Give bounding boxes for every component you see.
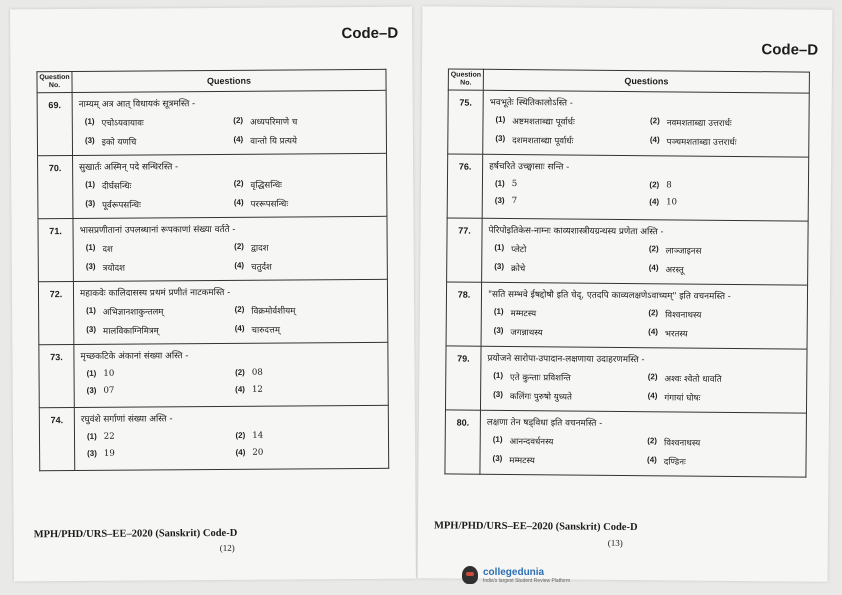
option-text: कलिंगः पुरुषो युध्यते — [509, 391, 572, 403]
option-number: (4) — [647, 391, 658, 401]
option-number: (1) — [86, 368, 97, 378]
answer-option — [495, 196, 650, 207]
question-cell — [480, 410, 807, 477]
question-text: रघुवंशे सर्गाणां संख्या अस्ति - — [80, 414, 173, 425]
option-number: (3) — [87, 448, 97, 458]
option-text: पररूपसन्धिः — [250, 199, 289, 210]
question-number: 72. — [38, 281, 73, 344]
option-text: अध्यपरिमाणे च — [250, 117, 298, 128]
answer-option — [85, 179, 234, 192]
option-number: (4) — [649, 135, 660, 145]
question-number: 76. — [447, 154, 483, 218]
answer-option — [647, 455, 802, 468]
answer-options — [489, 115, 804, 149]
answer-option — [86, 261, 235, 274]
option-text: एचोऽयवायावः — [101, 118, 144, 129]
paper-code: Code–D — [341, 24, 399, 43]
answer-option — [235, 323, 384, 336]
question-cell — [482, 154, 809, 221]
question-cell — [73, 216, 387, 281]
option-text: इको यणचि — [101, 137, 137, 148]
answer-option — [86, 324, 235, 337]
answer-option — [492, 454, 647, 467]
answer-options — [80, 304, 383, 337]
question-row — [445, 346, 807, 413]
answer-option — [87, 368, 236, 379]
question-no-header: Question No. — [37, 71, 72, 92]
answer-option — [648, 327, 803, 340]
option-number: (2) — [234, 241, 244, 251]
option-number: (2) — [233, 178, 244, 188]
question-text: हर्षचरिते उच्छ्वासाः सन्ति - — [489, 161, 570, 173]
option-text: दशमशताब्द्या पूर्वार्धः — [512, 136, 574, 147]
question-number: 74. — [39, 407, 74, 470]
option-number: (1) — [493, 306, 504, 316]
question-text: भासप्रणीतानां उपलब्धानां रूपकाणां संख्या वर्तते - — [79, 224, 236, 236]
page-footer: MPH/PHD/URS–EE–2020 (Sanskrit) Code-D — [433, 520, 638, 534]
question-text: नाम्यम् अत्र आत् विधायकं सूत्रमस्ति - — [78, 99, 196, 110]
question-row — [445, 410, 807, 477]
question-row — [447, 154, 809, 221]
answer-option — [649, 197, 804, 208]
option-text: 20 — [252, 447, 264, 458]
option-text: 7 — [511, 196, 518, 207]
option-text: पूर्वरूपसन्धिः — [102, 200, 141, 211]
option-text: विश्वनाथस्य — [663, 438, 701, 449]
answer-option — [495, 115, 650, 128]
question-cell — [74, 342, 388, 407]
option-text: अश्वः श्वेतो धावति — [664, 374, 722, 385]
answer-option — [494, 262, 649, 275]
answer-option — [235, 384, 384, 395]
answer-option — [85, 198, 234, 211]
option-text: एते कुन्ताः प्रविशन्ति — [510, 373, 571, 384]
question-cell — [482, 218, 809, 285]
option-text: चारुदत्तम् — [251, 325, 281, 336]
answer-options — [81, 430, 384, 459]
question-row — [39, 342, 388, 407]
option-text: वान्तो यि प्रत्यये — [250, 136, 298, 147]
question-row — [38, 279, 387, 344]
option-number: (2) — [648, 244, 659, 254]
question-number: 78. — [446, 282, 482, 346]
option-text: क्रोचे — [510, 264, 526, 275]
option-text: पञ्चमशताब्द्या उत्तरार्धः — [666, 137, 737, 148]
answer-option — [86, 242, 235, 255]
question-text: महाकवेः कालिदासस्य प्रथमं प्रणीतं नाटकमस्ति - — [79, 287, 231, 299]
option-number: (4) — [647, 455, 657, 465]
answer-option — [234, 241, 383, 254]
question-text: "सति सम्भवे ईषद्दोषौ इति चेद्, एतदपि काव्यलक्षणेऽवाच्यम्" इति वचनमस्ति - — [487, 289, 731, 302]
option-text: भरतस्य — [664, 329, 688, 340]
answer-option — [235, 304, 384, 317]
answer-option — [647, 436, 802, 449]
option-text: गंगायां घोषः — [664, 393, 701, 404]
question-number: 71. — [38, 218, 73, 281]
option-number: (4) — [234, 260, 245, 270]
question-number: 79. — [445, 346, 481, 410]
question-cell — [72, 90, 386, 155]
answer-option — [87, 448, 236, 459]
option-text: दश — [102, 244, 113, 255]
answer-option — [234, 178, 383, 191]
option-number: (1) — [86, 305, 96, 315]
answer-options — [80, 241, 383, 274]
answer-options — [79, 178, 382, 211]
questions-header: Questions — [483, 69, 809, 93]
answer-options — [487, 371, 802, 405]
page-number: (13) — [607, 537, 623, 548]
option-text: चतुर्दश — [251, 262, 272, 273]
answer-option — [86, 305, 235, 318]
option-number: (1) — [495, 114, 506, 124]
option-text: मम्मटस्य — [509, 455, 535, 467]
option-text: मम्मटस्य — [510, 309, 537, 320]
option-text: आनन्दवर्धनस्य — [509, 436, 554, 448]
answer-option — [493, 435, 648, 448]
option-text: 08 — [251, 367, 263, 378]
answer-option — [649, 180, 804, 191]
answer-option — [493, 371, 648, 384]
option-number: (2) — [235, 430, 246, 440]
answer-option — [494, 243, 649, 256]
option-text: 12 — [251, 384, 263, 395]
option-number: (3) — [493, 389, 503, 399]
question-text: सुखार्तः अस्मिन् पदे सन्धिरस्ति - — [79, 162, 179, 173]
exam-page-right — [418, 6, 833, 582]
answer-option — [235, 430, 384, 441]
option-number: (4) — [649, 197, 660, 207]
answer-option — [648, 372, 803, 385]
option-number: (1) — [494, 242, 505, 252]
question-cell — [74, 405, 388, 470]
option-text: 8 — [666, 180, 672, 191]
question-text: मृच्छकटिके अंकानां संख्या अस्ति - — [80, 351, 189, 362]
answer-option — [236, 447, 385, 458]
question-number: 69. — [37, 92, 72, 155]
answer-option — [85, 116, 234, 129]
option-number: (3) — [494, 195, 505, 205]
option-text: अष्टमशताब्द्या पूर्वार्धः — [512, 117, 575, 128]
option-text: विक्रमोर्वशीयम् — [251, 306, 296, 317]
option-text: विश्वनाथस्य — [665, 310, 702, 321]
option-number: (2) — [649, 180, 660, 190]
option-number: (3) — [85, 198, 96, 208]
question-number: 73. — [39, 344, 74, 407]
option-number: (1) — [84, 116, 95, 126]
option-number: (1) — [492, 434, 503, 444]
option-text: 22 — [103, 431, 115, 442]
answer-option — [494, 307, 649, 320]
option-number: (2) — [234, 304, 245, 314]
question-row — [38, 153, 387, 218]
question-cell — [483, 90, 810, 157]
brand-mascot-icon — [462, 566, 478, 584]
brand-name: collegedunia — [483, 566, 545, 578]
exam-page-left — [10, 7, 416, 582]
answer-option — [648, 391, 803, 404]
option-text: त्रयोदश — [102, 263, 126, 274]
answer-options — [81, 367, 384, 396]
option-number: (4) — [235, 384, 245, 394]
option-number: (3) — [84, 135, 95, 145]
option-text: 19 — [103, 448, 115, 459]
option-text: 07 — [103, 385, 115, 396]
question-text: प्रयोजने सारोपा-उपादान-लक्षणाया उदाहरणमस्ति - — [487, 353, 645, 366]
option-number: (2) — [647, 436, 658, 446]
option-text: मालविकाग्निमित्रम् — [103, 326, 159, 337]
watermark-logo — [462, 566, 570, 584]
questions-table — [444, 68, 810, 477]
option-text: 5 — [511, 179, 518, 190]
option-number: (3) — [86, 385, 97, 395]
option-text: लाञ्जाइनस — [665, 246, 702, 257]
question-row — [39, 405, 388, 470]
question-number: 70. — [38, 155, 73, 218]
question-number: 80. — [445, 410, 481, 474]
option-number: (2) — [647, 372, 658, 382]
answer-options — [79, 115, 382, 148]
option-number: (1) — [85, 242, 96, 252]
question-no-header: Question No. — [448, 69, 483, 90]
question-row — [37, 90, 386, 155]
option-number: (3) — [495, 133, 506, 143]
option-text: नवमशताब्द्या उत्तरार्धः — [666, 118, 732, 129]
answer-options — [486, 435, 801, 469]
option-number: (4) — [234, 323, 245, 333]
answer-option — [493, 390, 648, 403]
question-cell — [481, 282, 808, 349]
option-number: (3) — [85, 261, 96, 271]
option-text: 10 — [103, 368, 115, 379]
option-number: (4) — [233, 197, 244, 207]
brand-tagline: India's largest Student Review Platform — [483, 577, 571, 584]
answer-option — [494, 326, 649, 339]
option-text: 14 — [252, 430, 264, 441]
paper-code: Code–D — [761, 41, 819, 59]
option-text: 10 — [666, 197, 678, 208]
question-row — [447, 218, 809, 285]
question-number: 77. — [447, 218, 483, 282]
answer-option — [87, 431, 236, 442]
answer-options — [488, 307, 803, 341]
answer-option — [234, 197, 383, 210]
option-text: दीर्घसन्धिः — [101, 181, 132, 192]
answer-option — [648, 308, 803, 321]
question-cell — [73, 153, 387, 218]
option-number: (3) — [86, 324, 97, 334]
option-number: (1) — [85, 179, 96, 189]
option-number: (3) — [493, 325, 504, 335]
page-footer: MPH/PHD/URS–EE–2020 (Sanskrit) Code-D — [33, 527, 238, 541]
answer-option — [85, 135, 234, 148]
option-number: (3) — [492, 453, 503, 463]
option-text: वृद्धिसन्धिः — [250, 180, 282, 191]
question-text: पेरिपोइतिकेस-नाम्नः काव्यशास्त्रीयग्रन्थस्य प्रणेता अस्ति - — [488, 225, 664, 238]
option-number: (4) — [648, 327, 658, 337]
option-text: अरस्तू — [665, 265, 684, 276]
answer-option — [87, 385, 236, 396]
option-number: (1) — [494, 178, 505, 188]
question-cell — [480, 346, 807, 413]
answer-options — [489, 179, 804, 209]
question-row — [38, 216, 387, 281]
question-row — [446, 282, 808, 349]
option-number: (2) — [235, 367, 245, 377]
page-number: (12) — [219, 542, 235, 553]
answer-option — [234, 260, 383, 273]
option-number: (3) — [494, 261, 505, 271]
questions-table — [36, 69, 389, 471]
option-number: (2) — [233, 115, 244, 125]
answer-option — [650, 116, 805, 129]
option-number: (2) — [649, 116, 660, 126]
answer-options — [488, 243, 803, 277]
option-number: (4) — [648, 263, 659, 273]
questions-header: Questions — [72, 69, 386, 92]
option-text: अभिज्ञानशाकुन्तलम् — [102, 307, 164, 318]
option-text: दण्डिनः — [663, 457, 686, 468]
answer-option — [495, 134, 650, 147]
option-number: (1) — [86, 431, 97, 441]
option-number: (2) — [648, 308, 659, 318]
option-number: (4) — [233, 134, 244, 144]
answer-option — [650, 135, 805, 148]
option-text: जगन्नाथस्य — [510, 328, 543, 339]
answer-option — [233, 134, 382, 147]
answer-option — [235, 367, 384, 378]
answer-option — [233, 115, 382, 128]
question-row — [448, 90, 810, 157]
question-number: 75. — [448, 90, 484, 154]
option-text: प्लेटो — [511, 245, 527, 256]
option-text: द्वादश — [250, 243, 269, 254]
option-number: (4) — [235, 447, 246, 457]
option-number: (1) — [493, 370, 504, 380]
answer-option — [649, 263, 804, 276]
answer-option — [649, 244, 804, 257]
question-text: लक्षणा तेन षड्विधा इति वचनमस्ति - — [486, 417, 603, 429]
question-text: भवभूतेः स्थितिकालोऽस्ति - — [489, 97, 573, 109]
question-cell — [73, 279, 387, 344]
answer-option — [495, 179, 650, 190]
